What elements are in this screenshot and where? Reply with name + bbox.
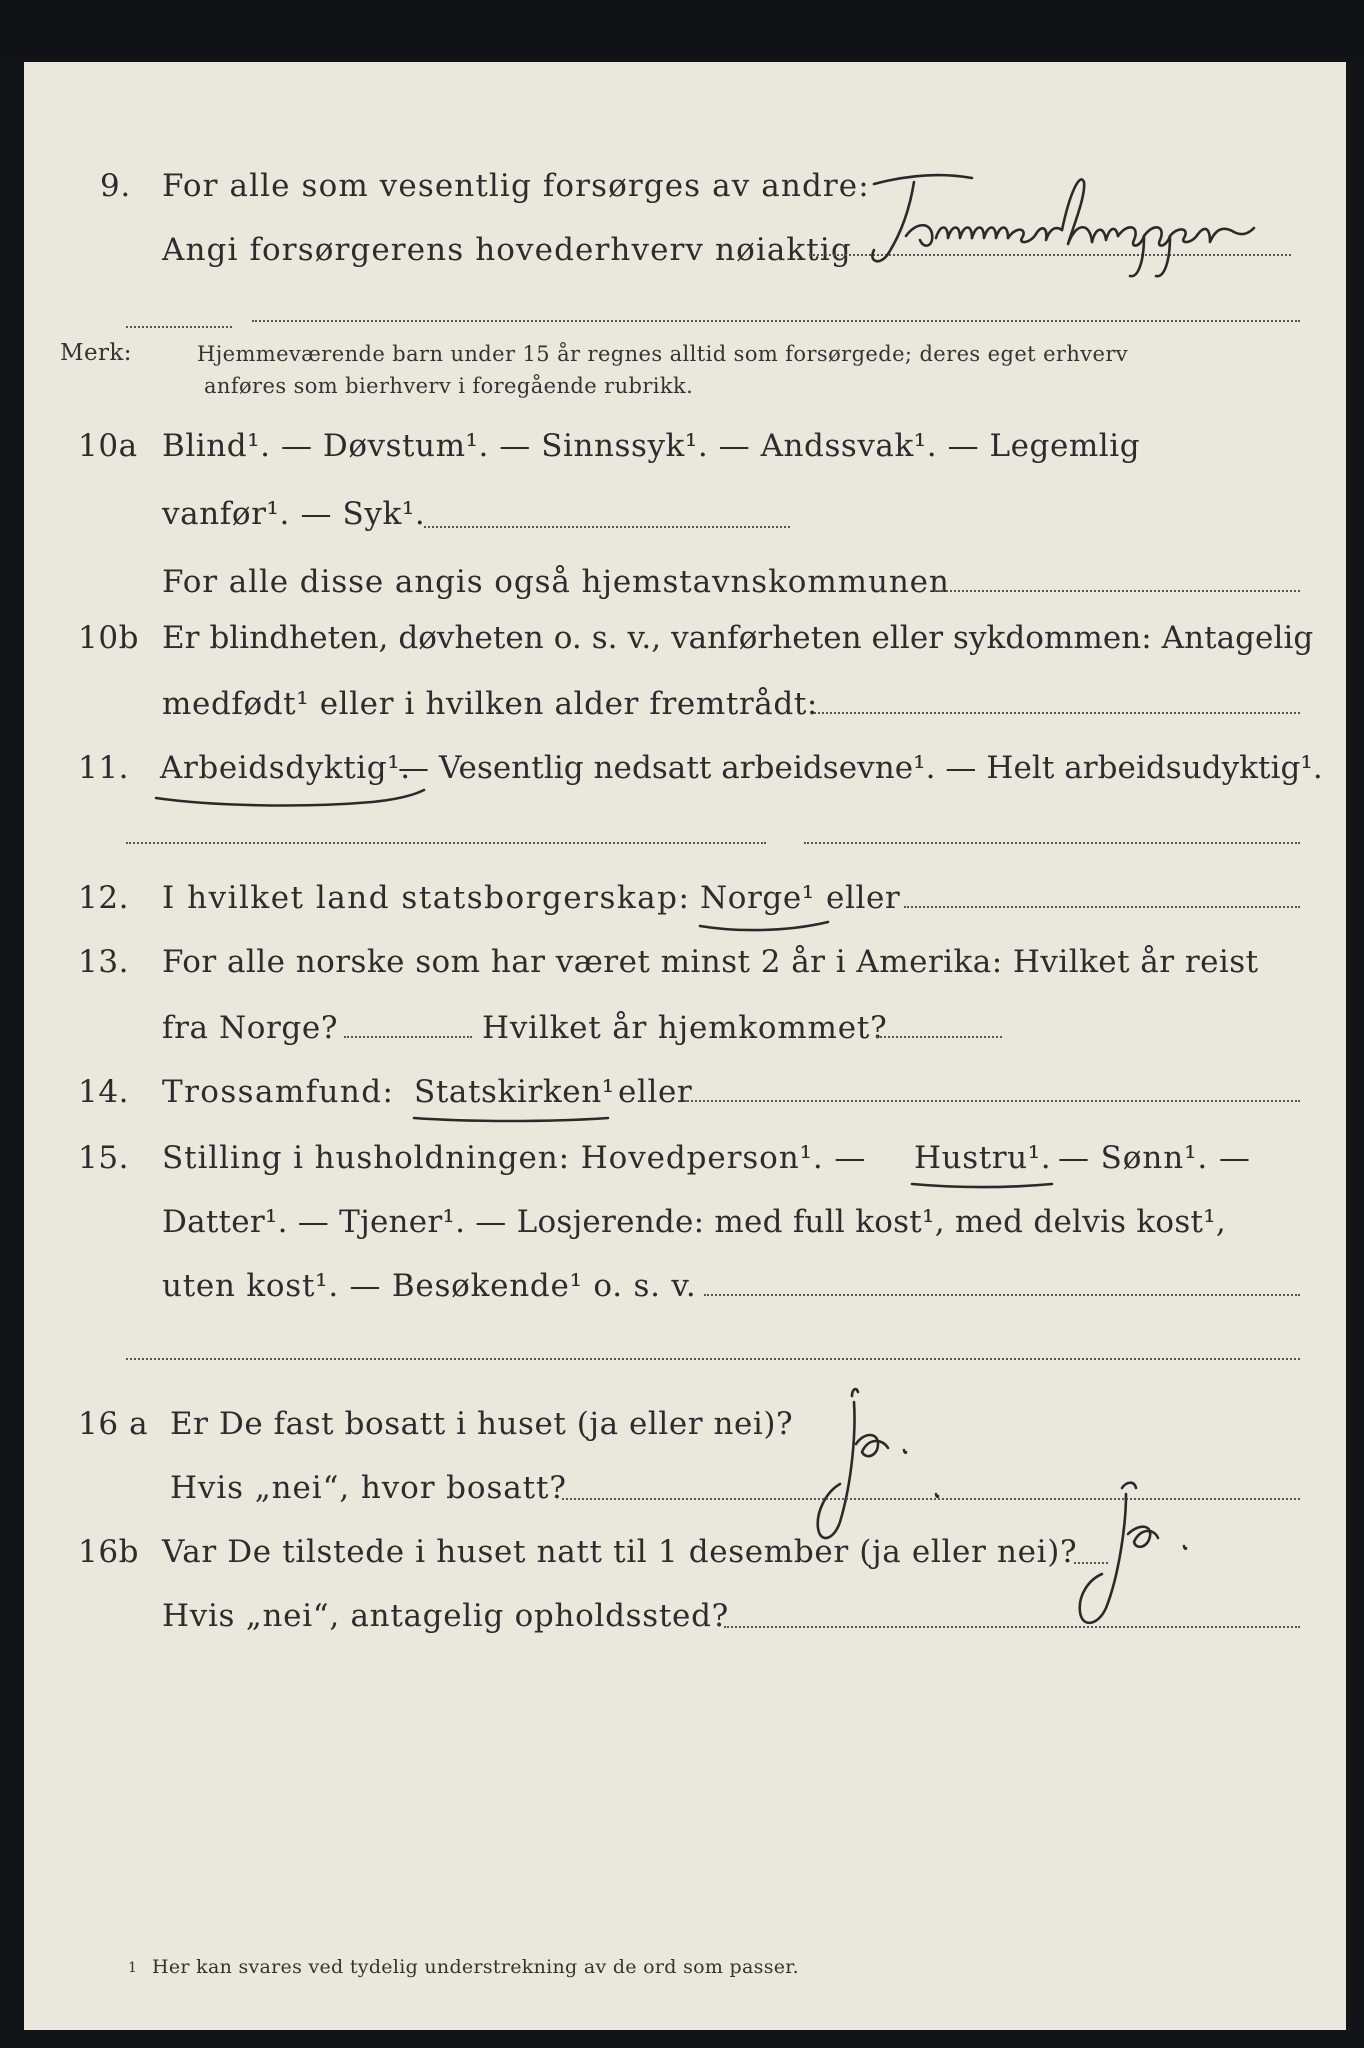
q16b-number: 16b [78, 1534, 140, 1570]
q13-hjemkommet-label: Hvilket år hjemkommet? [482, 1010, 888, 1046]
q14-option-statskirken: Statskirken¹ [414, 1074, 615, 1110]
q11-dots-right [804, 842, 1300, 844]
q16b-opphold-line [724, 1626, 1300, 1628]
q14-eller: eller [618, 1074, 693, 1110]
merk-line1: Hjemmeværende barn under 15 år regnes alltid som forsørgede; deres eget erhverv [197, 342, 1129, 366]
footnote-mark: 1 [128, 1960, 138, 1976]
q13-reist-label: fra Norge? [162, 1010, 339, 1046]
q16b-question: Var De tilstede i huset natt til 1 desember (ja eller nei)? [162, 1534, 1078, 1570]
merk-line2: anføres som bierhverv i foregående rubrikk. [204, 374, 694, 398]
q15-option-hustru: Hustru¹. [914, 1140, 1052, 1176]
q15-line1-start: Stilling i husholdningen: Hovedperson¹. — [162, 1140, 867, 1176]
q12-eller: eller [826, 880, 901, 916]
q10a-number: 10a [78, 428, 138, 464]
q9-question-line2: Angi forsørgerens hovederhverv nøiaktig [162, 232, 852, 268]
q14-underline-mark [410, 1108, 620, 1132]
q14-question: Trossamfund: [162, 1074, 395, 1110]
q14-number: 14. [78, 1074, 130, 1110]
q10b-line1: Er blindheten, døvheten o. s. v., vanførheten eller sykdommen: Antagelig [162, 620, 1314, 656]
q10b-line2: medfødt¹ eller i hvilken alder fremtrådt: [162, 686, 818, 722]
q10a-line1: Blind¹. — Døvstum¹. — Sinnssyk¹. — Andssvak¹. — Legemlig [162, 428, 1141, 464]
q12-number: 12. [78, 880, 130, 916]
q9-question-line1: For alle som vesentlig forsørges av andre: [162, 168, 870, 204]
separator-dots-left [126, 326, 232, 328]
q15-answer-line [704, 1294, 1300, 1296]
q15-line2: Datter¹. — Tjener¹. — Losjerende: med full kost¹, med delvis kost¹, [162, 1204, 1226, 1240]
q12-option-norge: Norge¹ [700, 880, 815, 916]
q10a-kommune-line [934, 590, 1300, 592]
q11-dots-left [126, 842, 766, 844]
q13-line1: For alle norske som har været minst 2 år i Amerika: Hvilket år reist [162, 944, 1259, 980]
scan-background-top [0, 0, 1364, 62]
q12-underline-mark [696, 914, 836, 938]
q16a-question: Er De fast bosatt i huset (ja eller nei)? [170, 1406, 794, 1442]
q13-number: 13. [78, 944, 130, 980]
q16a-bosatt-label: Hvis „nei“, hvor bosatt? [170, 1470, 567, 1506]
q14-answer-line [684, 1100, 1300, 1102]
q10a-line3: For alle disse angis også hjemstavnskommunen [162, 564, 950, 600]
q16b-answer-line [1074, 1562, 1108, 1564]
footnote-text: Her kan svares ved tydelig understrekning av de ord som passer. [152, 1956, 799, 1978]
q11-option-arbeidsdyktig: Arbeidsdyktig¹. [160, 750, 411, 786]
q11-number: 11. [78, 750, 130, 786]
q10a-line2: vanfør¹. — Syk¹. [162, 496, 426, 532]
q10b-number: 10b [78, 620, 140, 656]
q12-question: I hvilket land statsborgerskap: [162, 880, 691, 916]
q15-dots-line [126, 1358, 1300, 1360]
q10a-syk-line [424, 526, 790, 528]
q16a-number: 16 a [78, 1406, 149, 1442]
q11-underline-mark [152, 784, 442, 814]
merk-label: Merk: [60, 340, 132, 366]
q13-hjemkommet-line [876, 1036, 1002, 1038]
q15-line3: uten kost¹. — Besøkende¹ o. s. v. [162, 1268, 697, 1304]
census-form-page [24, 62, 1346, 2030]
separator-dots-right [252, 320, 1300, 322]
q12-answer-line [904, 906, 1300, 908]
q9-number: 9. [100, 168, 131, 204]
q13-reist-line [344, 1036, 472, 1038]
q15-line1-end: — Sønn¹. — [1058, 1140, 1251, 1176]
q9-handwritten-answer [844, 152, 1304, 282]
q11-remaining-options: — Vesentlig nedsatt arbeidsevne¹. — Helt arbeidsudyktig¹. [398, 750, 1323, 786]
q15-underline-mark [908, 1174, 1058, 1198]
q15-number: 15. [78, 1140, 130, 1176]
q16b-opphold-label: Hvis „nei“, antagelig opholdssted? [162, 1598, 729, 1634]
q10b-answer-line [814, 712, 1300, 714]
